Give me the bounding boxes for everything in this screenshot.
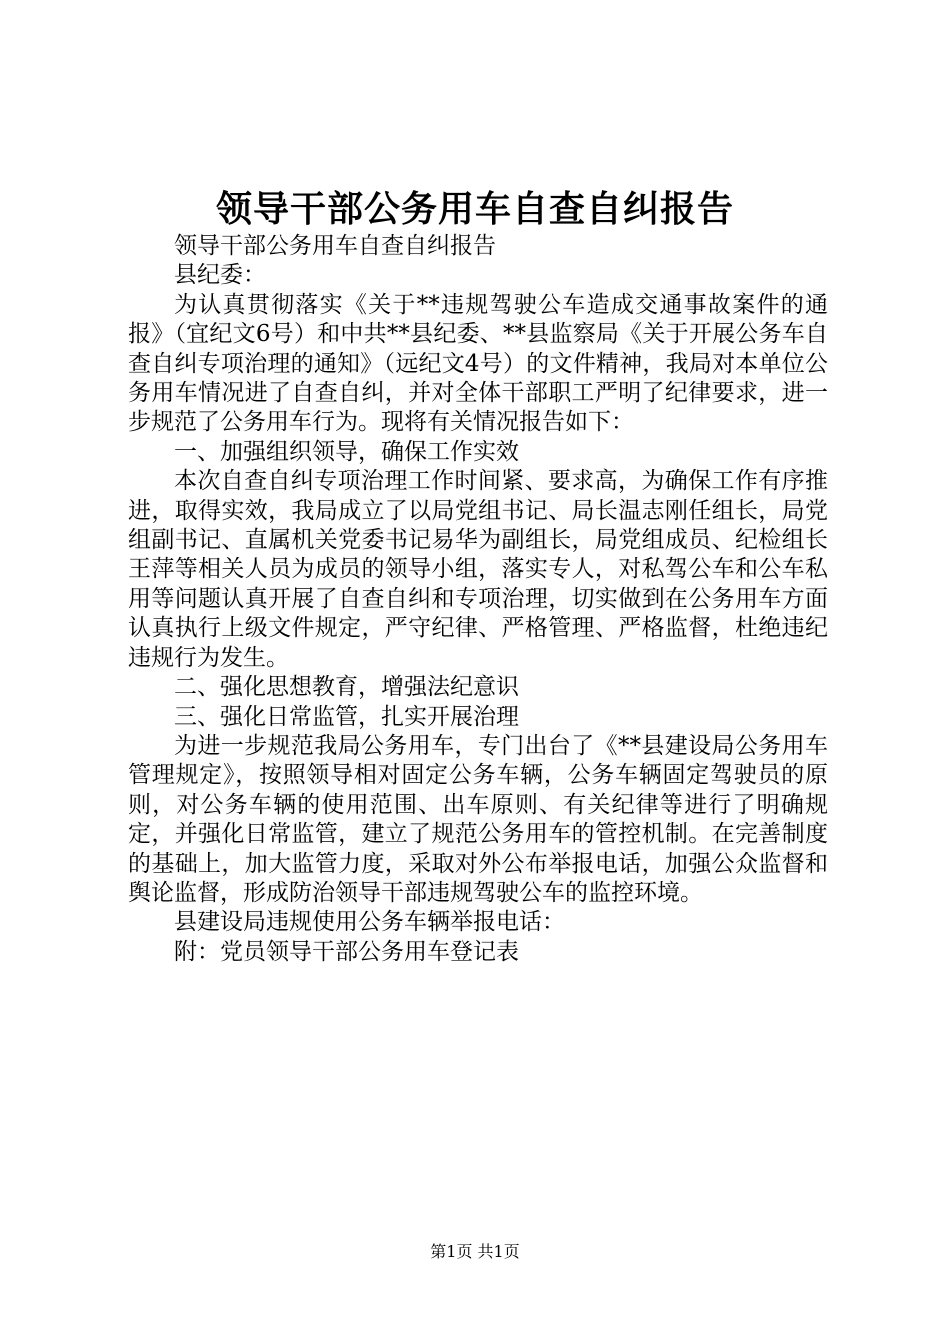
- document-body: [128, 232, 828, 967]
- page-number-footer: 第1页 共1页: [430, 1242, 520, 1261]
- paragraph-hotline: 县建设局违规使用公务车辆举报电话：: [174, 909, 565, 936]
- document-title: 领导干部公务用车自查自纠报告: [215, 188, 734, 230]
- paragraph-section-3: 为进一步规范我局公务用车，专门出台了《**县建设局公务用车管理规定》，按照领导相对固定公务车辆，公务车辆固定驾驶员的原则，对公务车辆的使用范围、出车原则、有关纪律等进行了明确规定，并强化日常监管，建立了规范公务用车的管控机制。在完善制度的基础上，加大监管力度，采取对外公布举报电话，加强公众监督和舆论监督，形成防治领导干部违规驾驶公车的监控环境。: [128, 732, 828, 906]
- section-heading-2: 二、强化思想教育，增强法纪意识: [174, 674, 519, 701]
- paragraph-attachment: 附：党员领导干部公务用车登记表: [174, 938, 519, 965]
- paragraph-addressee: 县纪委：: [174, 262, 266, 289]
- section-heading-1: 一、加强组织领导，确保工作实效: [174, 438, 519, 465]
- paragraph-section-1: 本次自查自纠专项治理工作时间紧、要求高，为确保工作有序推进，取得实效，我局成立了以局党组书记、局长温志刚任组长，局党组副书记、直属机关党委书记易华为副组长，局党组成员、纪检组长王萍等相关人员为成员的领导小组，落实专人，对私驾公车和公车私用等问题认真开展了自查自纠和专项治理，切实做到在公务用车方面认真执行上级文件规定，严守纪律、严格管理、严格监督，杜绝违纪违规行为发生。: [128, 468, 828, 671]
- paragraph-intro: 为认真贯彻落实《关于**违规驾驶公车造成交通事故案件的通报》（宜纪文6号）和中共**县纪委、**县监察局《关于开展公务车自查自纠专项治理的通知》（远纪文4号）的文件精神，我局对本单位公务用车情况进了自查自纠，并对全体干部职工严明了纪律要求，进一步规范了公务用车行为。现将有关情况报告如下：: [128, 291, 828, 436]
- section-heading-3: 三、强化日常监管，扎实开展治理: [174, 703, 519, 730]
- paragraph-subtitle: 领导干部公务用车自查自纠报告: [174, 233, 496, 259]
